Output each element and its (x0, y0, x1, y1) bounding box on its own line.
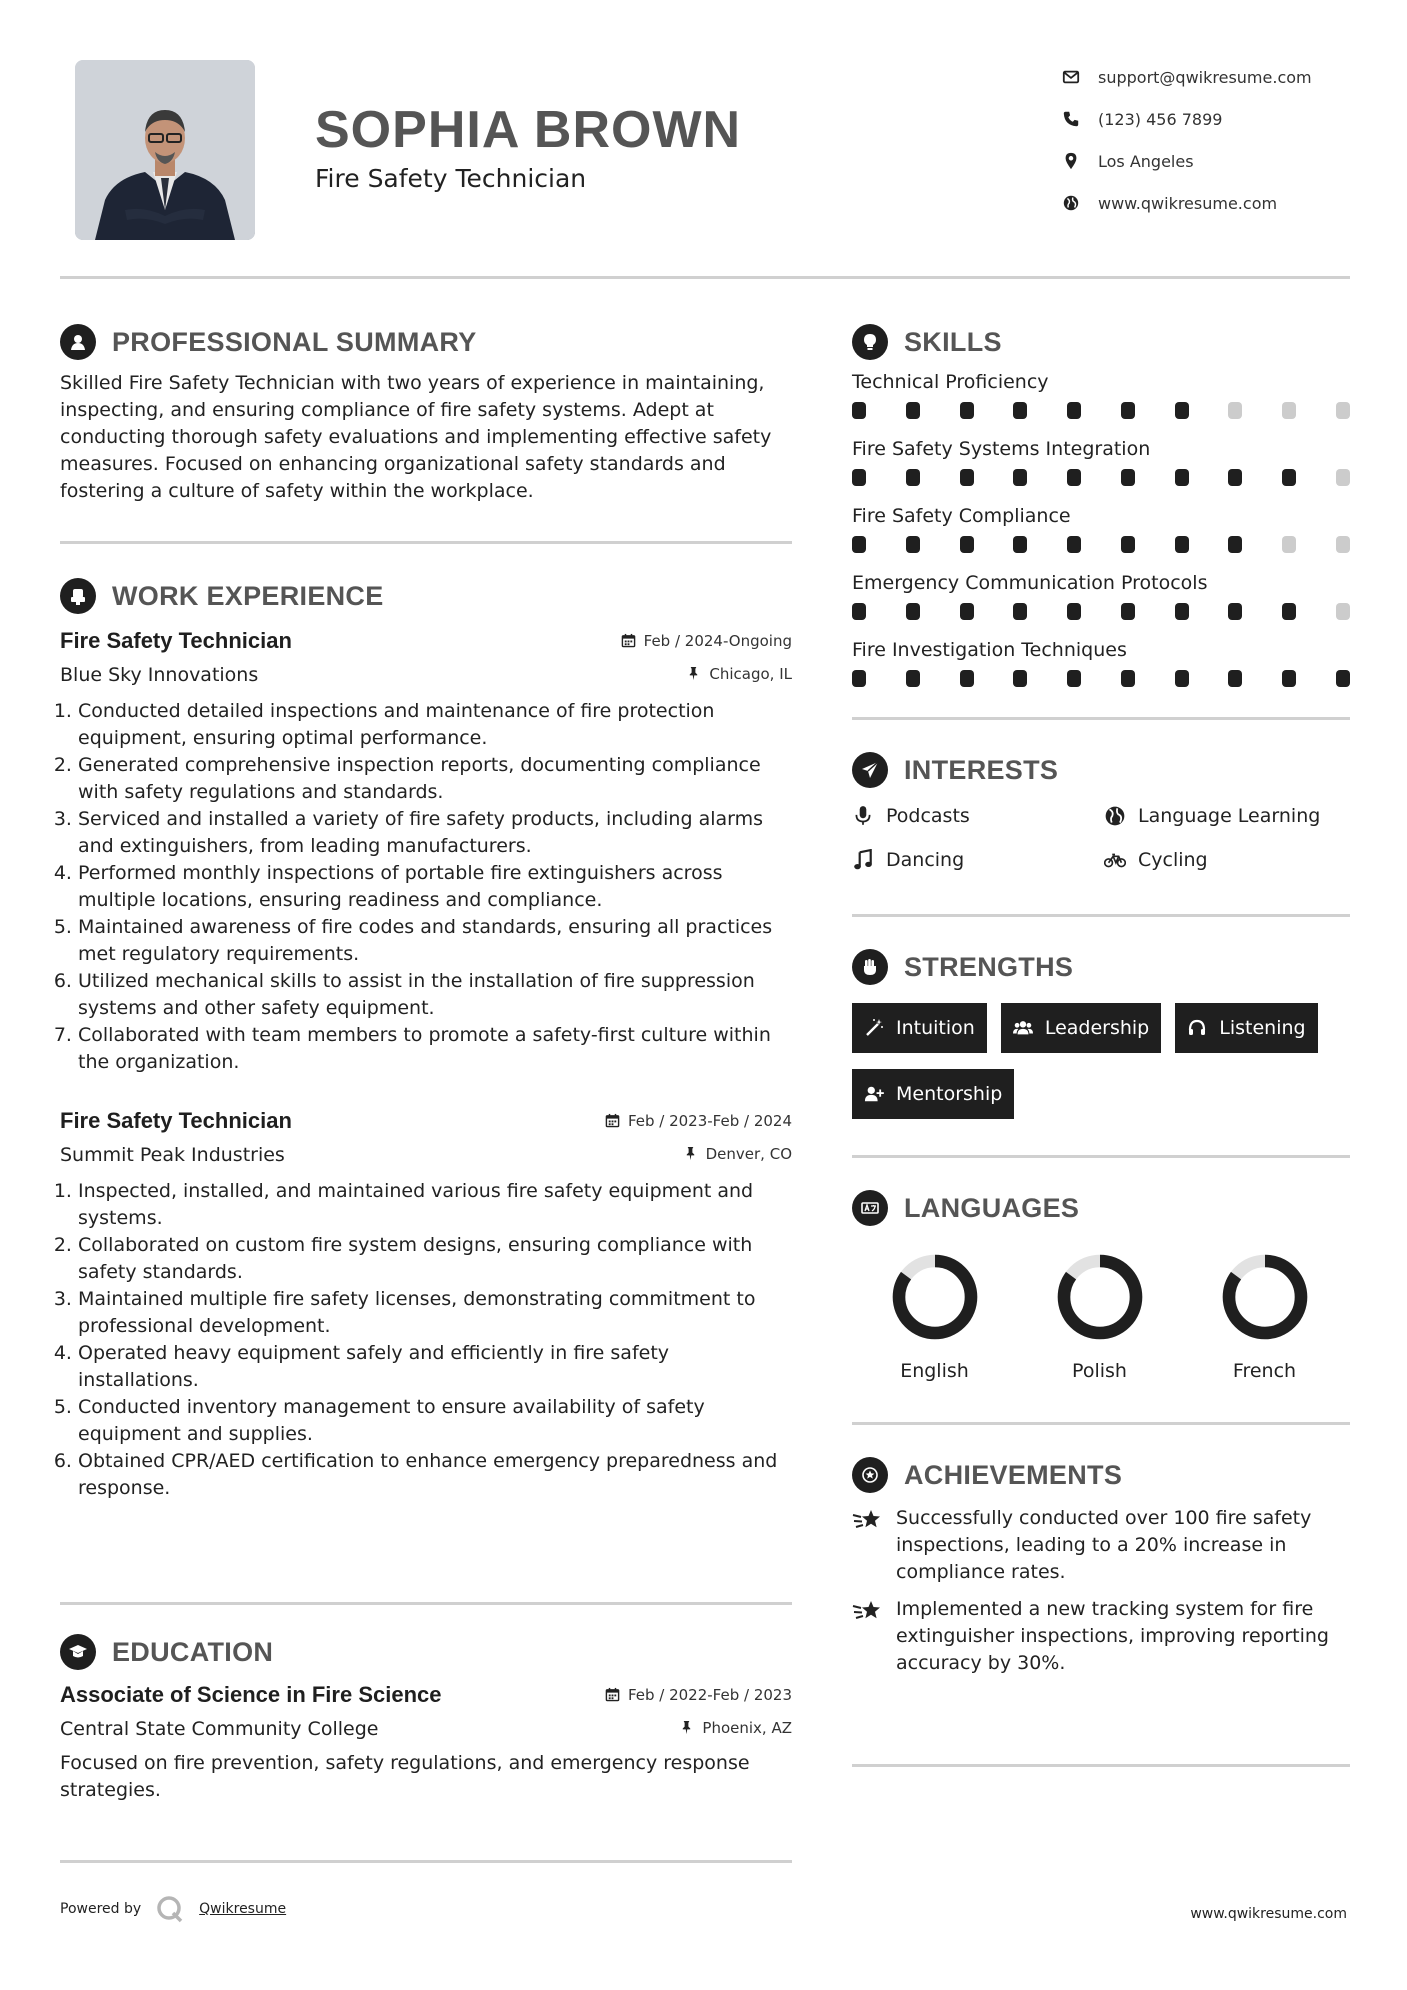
skill-dot (852, 536, 866, 553)
language-icon (852, 1190, 888, 1226)
skill-dot (1013, 402, 1027, 419)
skill-dot (960, 469, 974, 486)
candidate-title: Fire Safety Technician (315, 164, 587, 193)
skill-dot (1175, 402, 1189, 419)
job-header-row (60, 628, 792, 654)
job-duties-list (60, 698, 792, 1076)
section-title-summary (60, 320, 792, 364)
skill-dot (1067, 603, 1081, 620)
interest-item (852, 802, 1104, 830)
language-label: English (900, 1360, 969, 1382)
skill-dot (1336, 402, 1350, 419)
skill-dot (960, 603, 974, 620)
skill-rating (852, 402, 1350, 419)
music-note-icon (852, 849, 874, 871)
section-title-experience (60, 574, 792, 618)
duty-item: 6. Obtained CPR/AED certification to enhance emergency preparedness and response. (78, 1448, 792, 1502)
person-portrait-icon (75, 60, 255, 240)
skill-dot (906, 670, 920, 687)
strength-label: Mentorship (896, 1083, 1003, 1105)
language-item (1017, 1252, 1182, 1382)
skill-dot (1228, 536, 1242, 553)
paper-plane-icon (852, 752, 888, 788)
skill-dot (1013, 536, 1027, 553)
calendar-icon (605, 1113, 620, 1128)
professional-summary-section (60, 320, 792, 505)
work-experience-section (60, 574, 792, 1502)
skill-dot (1336, 536, 1350, 553)
duty-item: 1. Conducted detailed inspections and maintenance of fire protection equipment, ensuring optimal performance. (78, 698, 792, 752)
footer-powered-by (60, 1894, 286, 1924)
skill-dot (1067, 402, 1081, 419)
job-location-text: Denver, CO (705, 1144, 792, 1163)
duty-item: 4. Operated heavy equipment safely and efficiently in fire safety installations. (78, 1340, 792, 1394)
achievement-item (852, 1505, 1350, 1586)
skill-dot (1013, 603, 1027, 620)
job-location (686, 665, 792, 683)
calendar-icon (605, 1687, 620, 1702)
skill-dot (1067, 670, 1081, 687)
left-column (60, 320, 792, 1502)
language-proficiency-ring (890, 1252, 980, 1342)
job-company: Blue Sky Innovations (60, 664, 259, 686)
user-circle-icon (60, 324, 96, 360)
skill-dot (906, 536, 920, 553)
skill-dot (1121, 469, 1135, 486)
skill-dot (852, 603, 866, 620)
section-title-education (60, 1630, 792, 1674)
skill-dot (1336, 603, 1350, 620)
skills-divider (852, 717, 1350, 720)
graduation-cap-icon (60, 1634, 96, 1670)
user-plus-icon (864, 1084, 884, 1104)
skill-dot (1228, 402, 1242, 419)
strength-label: Listening (1219, 1017, 1306, 1039)
skill-dot (1336, 670, 1350, 687)
education-section (60, 1630, 792, 1804)
section-title-achievements (852, 1453, 1350, 1497)
interests-divider (852, 914, 1350, 917)
lightbulb-icon (852, 324, 888, 360)
language-item (1182, 1252, 1347, 1382)
contact-website-text: www.qwikresume.com (1098, 193, 1278, 213)
job-header-row (60, 1108, 792, 1134)
powered-by-text: Powered by (60, 1901, 142, 1917)
duty-item: 2. Collaborated on custom fire system designs, ensuring compliance with safety standards. (78, 1232, 792, 1286)
education-header-row (60, 1682, 792, 1708)
contact-location (1062, 140, 1312, 182)
contact-email-text: support@qwikresume.com (1098, 67, 1312, 87)
profile-photo (75, 60, 255, 240)
duty-item: 5. Conducted inventory management to ensure availability of safety equipment and supplies. (78, 1394, 792, 1448)
star-badge-icon (852, 1457, 888, 1493)
skills-list (852, 368, 1350, 687)
skill-dot (852, 469, 866, 486)
interest-label: Cycling (1138, 849, 1208, 871)
contact-website[interactable] (1062, 182, 1312, 224)
interest-item (852, 846, 1104, 874)
interest-label: Language Learning (1138, 805, 1321, 827)
skill-dot (960, 402, 974, 419)
skill-item (852, 368, 1350, 419)
skill-name: Fire Safety Systems Integration (852, 438, 1151, 460)
strength-label: Leadership (1044, 1017, 1150, 1039)
section-title-strengths (852, 945, 1350, 989)
skill-dot (1121, 670, 1135, 687)
achievements-divider (852, 1764, 1350, 1767)
strength-chip (1175, 1003, 1317, 1053)
language-proficiency-ring (1220, 1252, 1310, 1342)
contact-email[interactable] (1062, 56, 1312, 98)
section-title-languages-text: LANGUAGES (904, 1192, 1080, 1223)
pushpin-icon (686, 666, 701, 681)
strengths-divider (852, 1155, 1350, 1158)
education-dates (605, 1686, 792, 1704)
section-title-education-text: EDUCATION (112, 1636, 274, 1667)
language-proficiency-ring (1055, 1252, 1145, 1342)
pushpin-icon (679, 1720, 694, 1735)
users-icon (1013, 1018, 1033, 1038)
skill-dot (1175, 536, 1189, 553)
job-entry (60, 628, 792, 1076)
education-degree: Associate of Science in Fire Science (60, 1682, 442, 1707)
skill-dot (1175, 469, 1189, 486)
interests-list (852, 802, 1350, 874)
footer-website[interactable]: www.qwikresume.com (1190, 1906, 1347, 1922)
skill-dot (1336, 469, 1350, 486)
interests-section (852, 748, 1350, 874)
language-item (852, 1252, 1017, 1382)
job-company: Summit Peak Industries (60, 1144, 285, 1166)
job-dates (621, 632, 792, 650)
interest-item (1104, 802, 1350, 830)
contact-location-text: Los Angeles (1098, 151, 1194, 171)
skill-dot (1067, 469, 1081, 486)
job-location-text: Chicago, IL (709, 664, 792, 683)
duty-item: 6. Utilized mechanical skills to assist in the installation of fire suppression systems and other safety equipment. (78, 968, 792, 1022)
globe-icon (1062, 194, 1080, 212)
shooting-star-icon (852, 1598, 882, 1624)
duty-item: 5. Maintained awareness of fire codes and standards, ensuring all practices met regulatory requirements. (78, 914, 792, 968)
phone-icon (1062, 110, 1080, 128)
skill-dot (906, 603, 920, 620)
contact-phone[interactable] (1062, 98, 1312, 140)
duty-item: 2. Generated comprehensive inspection reports, documenting compliance with safety regulations and standards. (78, 752, 792, 806)
skill-name: Emergency Communication Protocols (852, 572, 1208, 594)
skill-item (852, 569, 1350, 620)
achievement-text: Implemented a new tracking system for fire extinguisher inspections, improving reporting accuracy by 30%. (896, 1598, 1329, 1674)
job-dates (605, 1112, 792, 1130)
education-description: Focused on fire prevention, safety regulations, and emergency response strategies. (60, 1752, 750, 1801)
interest-label: Podcasts (886, 805, 970, 827)
contact-list (1062, 56, 1312, 224)
calendar-icon (621, 633, 636, 648)
achievement-text: Successfully conducted over 100 fire safety inspections, leading to a 20% increase in compliance rates. (896, 1507, 1312, 1583)
achievements-section (852, 1453, 1350, 1677)
skill-dot (1013, 469, 1027, 486)
skill-dot (1282, 469, 1296, 486)
skill-rating (852, 536, 1350, 553)
resume-header (0, 0, 1407, 280)
duty-item: 7. Collaborated with team members to promote a safety-first culture within the organization. (78, 1022, 792, 1076)
job-duties-list (60, 1178, 792, 1502)
skill-dot (906, 469, 920, 486)
education-subheader-row (60, 1718, 792, 1740)
bicycle-icon (1104, 849, 1126, 871)
skill-rating (852, 603, 1350, 620)
summary-text: Skilled Fire Safety Technician with two years of experience in maintaining, inspecting, and ensuring compliance of fire safety systems. Adept at conducting thorough safety evaluations and implementing effective safety measures. Focused on enhancing organizational safety standards and fostering a culture of safety within the workplace. (60, 372, 772, 502)
section-title-interests-text: INTERESTS (904, 754, 1059, 785)
duty-item: 3. Maintained multiple fire safety licenses, demonstrating commitment to professional development. (78, 1286, 792, 1340)
interest-item (1104, 846, 1350, 874)
skill-dot (1175, 670, 1189, 687)
skill-item (852, 502, 1350, 553)
briefcase-icon (60, 578, 96, 614)
section-title-achievements-text: ACHIEVEMENTS (904, 1459, 1123, 1490)
section-title-skills (852, 320, 1350, 364)
skill-dot (852, 402, 866, 419)
skill-dot (1067, 536, 1081, 553)
skill-dot (906, 402, 920, 419)
skill-dot (1013, 670, 1027, 687)
qwikresume-logo-icon (155, 1894, 185, 1924)
section-title-languages (852, 1186, 1350, 1230)
skill-dot (1121, 603, 1135, 620)
education-school: Central State Community College (60, 1718, 379, 1740)
strength-chip (1001, 1003, 1161, 1053)
interest-label: Dancing (886, 849, 965, 871)
job-dates-text: Feb / 2024-Ongoing (643, 631, 792, 650)
microphone-icon (852, 805, 874, 827)
languages-divider (852, 1422, 1350, 1425)
skill-dot (1282, 670, 1296, 687)
education-divider (60, 1860, 792, 1863)
contact-phone-text: (123) 456 7899 (1098, 109, 1223, 129)
right-column (852, 320, 1350, 1677)
skill-dot (960, 670, 974, 687)
job-dates-text: Feb / 2023-Feb / 2024 (627, 1111, 792, 1130)
skill-dot (1228, 670, 1242, 687)
section-title-strengths-text: STRENGTHS (904, 951, 1074, 982)
job-location (683, 1145, 792, 1163)
header-divider (60, 276, 1350, 279)
language-label: French (1232, 1360, 1297, 1382)
languages-section (852, 1186, 1350, 1382)
strength-label: Intuition (896, 1017, 975, 1039)
section-title-summary-text: PROFESSIONAL SUMMARY (112, 326, 477, 357)
duty-item: 3. Serviced and installed a variety of fire safety products, including alarms and extinguishers, from leading manufacturers. (78, 806, 792, 860)
qwikresume-link[interactable]: Qwikresume (199, 1901, 287, 1917)
duty-item: 1. Inspected, installed, and maintained various fire safety equipment and systems. (78, 1178, 792, 1232)
job-entry (60, 1108, 792, 1502)
skill-dot (960, 536, 974, 553)
headphones-icon (1187, 1018, 1207, 1038)
skill-dot (1175, 603, 1189, 620)
skill-item (852, 435, 1350, 486)
shooting-star-icon (852, 1507, 882, 1533)
skill-dot (1282, 603, 1296, 620)
skills-section (852, 320, 1350, 687)
skill-dot (1282, 402, 1296, 419)
candidate-name: SOPHIA BROWN (315, 101, 742, 159)
skill-dot (852, 670, 866, 687)
envelope-icon (1062, 68, 1080, 86)
skill-name: Technical Proficiency (852, 371, 1049, 393)
skill-rating (852, 469, 1350, 486)
education-location-text: Phoenix, AZ (702, 1718, 792, 1737)
map-pin-icon (1062, 152, 1080, 170)
magic-wand-icon (864, 1018, 884, 1038)
skill-dot (1228, 603, 1242, 620)
skill-name: Fire Safety Compliance (852, 505, 1071, 527)
summary-divider (60, 541, 792, 544)
strength-chip (852, 1069, 1014, 1119)
duty-item: 4. Performed monthly inspections of portable fire extinguishers across multiple locations, ensuring readiness and compliance. (78, 860, 792, 914)
achievement-item (852, 1596, 1350, 1677)
globe-icon (1104, 805, 1126, 827)
skill-name: Fire Investigation Techniques (852, 639, 1127, 661)
pushpin-icon (683, 1146, 698, 1161)
experience-divider (60, 1602, 792, 1605)
section-title-interests (852, 748, 1350, 792)
skill-dot (1282, 536, 1296, 553)
education-location (679, 1719, 792, 1737)
section-title-experience-text: WORK EXPERIENCE (112, 580, 384, 611)
skill-rating (852, 670, 1350, 687)
skill-dot (1121, 536, 1135, 553)
job-subheader-row (60, 664, 792, 686)
language-label: Polish (1072, 1360, 1127, 1382)
education-dates-text: Feb / 2022-Feb / 2023 (627, 1685, 792, 1704)
languages-list (852, 1252, 1350, 1382)
section-title-skills-text: SKILLS (904, 326, 1002, 357)
raised-fist-icon (852, 949, 888, 985)
skill-dot (1121, 402, 1135, 419)
strengths-section (852, 945, 1350, 1119)
job-title: Fire Safety Technician (60, 628, 292, 653)
strengths-list (852, 1003, 1350, 1119)
skill-item (852, 636, 1350, 687)
job-title: Fire Safety Technician (60, 1108, 292, 1133)
skill-dot (1228, 469, 1242, 486)
strength-chip (852, 1003, 987, 1053)
job-subheader-row (60, 1144, 792, 1166)
